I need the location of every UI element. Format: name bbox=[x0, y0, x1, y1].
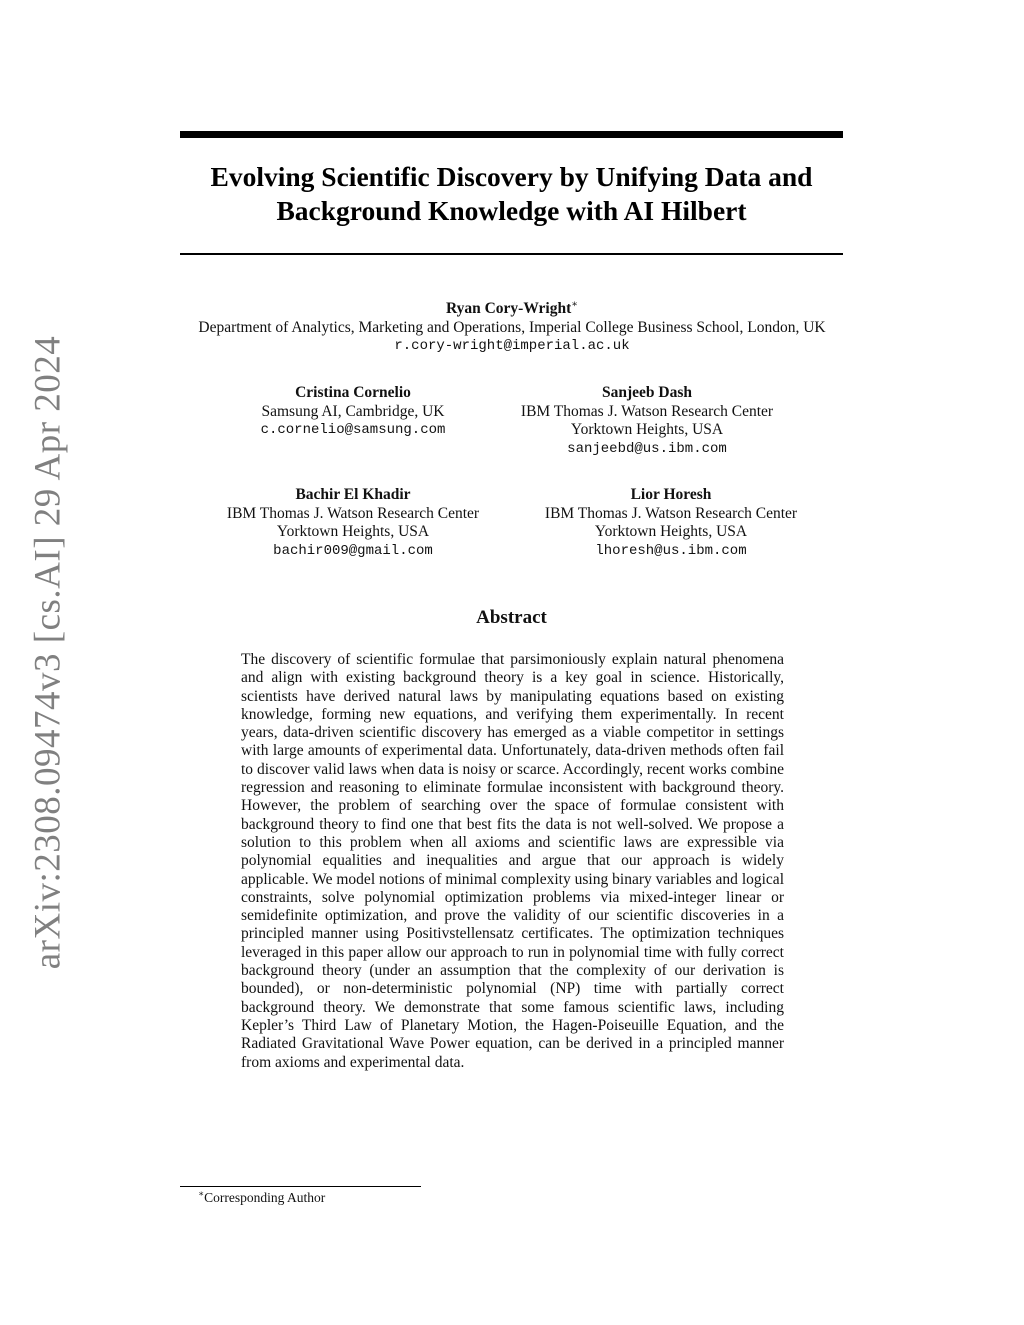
author-block-sanjeeb-dash bbox=[492, 384, 802, 458]
author-name: Ryan Cory-Wright∗ bbox=[445, 298, 579, 317]
footnote-mark: ∗ bbox=[198, 1188, 205, 1199]
author-email[interactable]: r.cory-wright@imperial.ac.uk bbox=[394, 338, 630, 354]
author-affiliation: Department of Analytics, Marketing and Operations, Imperial College Business School, London, UK bbox=[198, 318, 826, 336]
author-email[interactable]: bachir009@gmail.com bbox=[273, 542, 433, 559]
arxiv-identifier-stamp bbox=[24, 335, 72, 970]
arxiv-identifier-text: arXiv:2308.09474v3 [cs.AI] 29 Apr 2024 bbox=[27, 335, 69, 970]
author-block-ryan-cory-wright bbox=[130, 300, 894, 356]
author-email[interactable]: lhoresh@us.ibm.com bbox=[595, 542, 747, 559]
author-affiliation: IBM Thomas J. Watson Research Center bbox=[226, 504, 480, 522]
author-name: Bachir El Khadir bbox=[295, 486, 411, 503]
corresponding-author-mark: ∗ bbox=[571, 298, 579, 310]
author-block-bachir-el-khadir bbox=[196, 486, 510, 560]
author-name: Lior Horesh bbox=[630, 486, 712, 503]
footnote-text: Corresponding Author bbox=[204, 1190, 326, 1205]
author-affiliation: IBM Thomas J. Watson Research Center bbox=[544, 504, 798, 522]
author-email[interactable]: sanjeebd@us.ibm.com bbox=[567, 440, 727, 457]
title-top-rule bbox=[180, 131, 843, 138]
footnote bbox=[198, 1189, 798, 1207]
footnote-rule bbox=[180, 1186, 421, 1187]
title-bottom-rule bbox=[180, 253, 843, 255]
author-name: Sanjeeb Dash bbox=[601, 384, 692, 401]
author-location: Yorktown Heights, USA bbox=[276, 523, 430, 540]
author-block-lior-horesh bbox=[516, 486, 826, 560]
author-block-cristina-cornelio bbox=[196, 384, 510, 440]
author-email[interactable]: c.cornelio@samsung.com bbox=[260, 422, 446, 438]
author-affiliation: IBM Thomas J. Watson Research Center bbox=[520, 402, 774, 420]
author-name: Cristina Cornelio bbox=[295, 384, 411, 401]
author-location: Yorktown Heights, USA bbox=[570, 421, 724, 438]
paper-title: Evolving Scientific Discovery by Unifying Data and Background Knowledge with AI Hilbert bbox=[210, 161, 813, 226]
abstract-heading: Abstract bbox=[476, 607, 547, 628]
author-affiliation: Samsung AI, Cambridge, UK bbox=[261, 402, 445, 420]
abstract-text: The discovery of scientific formulae that parsimoniously explain natural phenomena and align with existing background theory is a key goal in science. Historically, scientists have derived natural laws by manipulating equations based on existing knowledge, forming new equations, and verifying them experimentally. In recent years, data-driven scientific discovery has emerged as a viable competitor in settings with large amounts of experimental data. Unfortunately, data-driven methods often fail to discover valid laws when data is noisy or scarce. Accordingly, recent works combine regression and reasoning to eliminate formulae inconsistent with background theory. However, the problem of searching over the space of formulae consistent with background theory to find one that best fits the data is not well-solved. We propose a solution to this problem when all axioms and scientific laws are expressible via polynomial equalities and inequalities and argue that our approach is widely applicable. We model notions of minimal complexity using binary variables and logical constraints, solve polynomial optimization problems via mixed-integer linear or semidefinite optimization, and prove the validity of our scientific discoveries in a principled manner using Positivstellensatz certificates. The optimization techniques leveraged in this paper allow our approach to run in polynomial time with fully correct background theory (under an assumption that the complexity of our derivation is bounded), or non-deterministic polynomial (NP) time with partially correct background theory. We demonstrate that some famous scientific laws, including Kepler’s Third Law of Planetary Motion, the Hagen-Poiseuille Equation, and the Radiated Gravitational Wave Power equation, can be derived in a principled manner from axioms and experimental data. bbox=[241, 651, 784, 1071]
author-location: Yorktown Heights, USA bbox=[594, 523, 748, 540]
